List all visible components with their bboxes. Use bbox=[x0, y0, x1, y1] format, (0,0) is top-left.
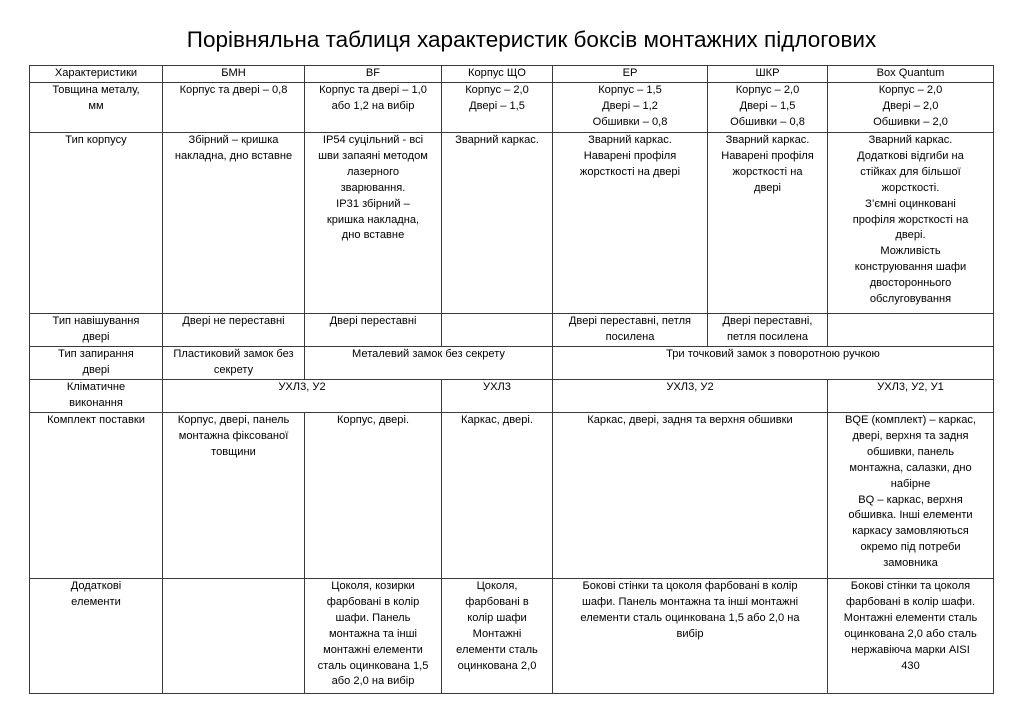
cell-text-line: лазерного bbox=[346, 165, 400, 178]
cell-text-line: стійках для більшої bbox=[860, 165, 961, 178]
cell-text-line: Комплект поставки bbox=[47, 414, 145, 426]
cell-text-line: Корпус та двері – 0,8 bbox=[179, 84, 288, 96]
cell-text-line: каркасу замовляються bbox=[852, 525, 969, 538]
cell-text-line: товщини bbox=[211, 445, 256, 458]
row-label bbox=[30, 314, 163, 347]
row-label bbox=[30, 347, 163, 380]
table-cell bbox=[442, 133, 553, 314]
cell-text-line: двері bbox=[82, 330, 110, 343]
table-row bbox=[30, 380, 994, 413]
cell-text-line: Двері переставні, петля bbox=[568, 315, 692, 327]
cell-text-line: двері bbox=[82, 363, 110, 376]
cell-text-line: жорсткості. bbox=[881, 181, 940, 194]
table-cell bbox=[305, 314, 442, 347]
table-cell bbox=[553, 314, 708, 347]
cell-text-line: Металевий замок без секрету bbox=[352, 348, 505, 360]
cell-text-line: дно вставне bbox=[341, 229, 405, 242]
table-cell bbox=[305, 133, 442, 314]
cell-text-line: монтажна та інші bbox=[328, 627, 417, 640]
cell-text-line: УХЛ3, У2, У1 bbox=[877, 381, 944, 393]
row-label bbox=[30, 133, 163, 314]
cell-text-line: Кліматичне bbox=[66, 381, 126, 393]
cell-text-line: Монтажні bbox=[472, 627, 522, 640]
cell-text-line: Двері переставні, bbox=[722, 315, 813, 327]
header-cell: ШКР bbox=[708, 66, 828, 83]
cell-text-line: монтажні елементи bbox=[323, 643, 423, 656]
table-cell bbox=[828, 380, 994, 413]
table-cell bbox=[163, 314, 305, 347]
cell-text-line: Каркас, двері. bbox=[461, 414, 533, 426]
cell-text-line: Тип навішування bbox=[52, 315, 140, 327]
cell-text-line: Цоколя, bbox=[476, 580, 518, 592]
table-cell bbox=[553, 413, 828, 579]
cell-text-line: шафи. Панель bbox=[335, 611, 411, 624]
table-row bbox=[30, 83, 994, 133]
cell-text-line: кришка накладна, bbox=[326, 213, 420, 226]
cell-text-line: елементи bbox=[71, 595, 121, 608]
table-cell bbox=[553, 380, 828, 413]
table-cell bbox=[553, 83, 708, 133]
cell-text-line: Додаткові відгиби на bbox=[857, 149, 964, 162]
cell-text-line: Двері – 1,5 bbox=[739, 99, 796, 112]
cell-text-line: двері. bbox=[895, 229, 926, 242]
table-cell bbox=[442, 314, 553, 347]
table-cell bbox=[828, 83, 994, 133]
header-cell: Корпус ЩО bbox=[442, 66, 553, 83]
cell-text-line: окремо під потреби bbox=[860, 541, 961, 554]
cell-text-line: Обшивки – 0,8 bbox=[730, 115, 805, 128]
table-cell bbox=[553, 347, 994, 380]
cell-text-line: секрету bbox=[213, 363, 254, 376]
table-cell bbox=[163, 413, 305, 579]
cell-text-line: петля посилена bbox=[726, 330, 809, 343]
cell-text-line: Корпус – 1,5 bbox=[598, 84, 662, 96]
cell-text-line: фарбовані в колір bbox=[326, 595, 420, 608]
cell-text-line: вибір bbox=[676, 627, 704, 640]
table-cell bbox=[305, 413, 442, 579]
cell-text-line: Зварний каркас. bbox=[868, 134, 953, 146]
row-label bbox=[30, 380, 163, 413]
table-cell bbox=[553, 133, 708, 314]
cell-text-line: Три точковий замок з поворотною ручкою bbox=[666, 348, 880, 360]
table-cell bbox=[163, 83, 305, 133]
cell-text-line: Каркас, двері, задня та верхня обшивки bbox=[587, 414, 793, 426]
cell-text-line: посилена bbox=[605, 330, 655, 343]
cell-text-line: Корпус, двері, панель bbox=[177, 414, 290, 426]
table-cell bbox=[163, 133, 305, 314]
row-label bbox=[30, 413, 163, 579]
page-title: Порівняльна таблиця характеристик боксів монтажних підлогових bbox=[186, 27, 877, 52]
cell-text-line: оцинкована 2,0 або сталь bbox=[844, 627, 977, 640]
cell-text-line: Зварний каркас. bbox=[455, 134, 539, 146]
cell-text-line: Корпус – 2,0 bbox=[735, 84, 800, 96]
table-cell bbox=[305, 579, 442, 694]
cell-text-line: обшивки, панель bbox=[866, 445, 955, 458]
cell-text-line: Можливість bbox=[880, 245, 941, 258]
cell-text-line: Тип запирання bbox=[58, 348, 134, 360]
cell-text-line: Двері переставні bbox=[329, 315, 417, 327]
cell-text-line: Корпус, двері. bbox=[336, 414, 410, 426]
cell-text-line: фарбовані в колір шафи. bbox=[845, 595, 976, 608]
table-cell bbox=[828, 133, 994, 314]
cell-text-line: Цоколя, козирки bbox=[331, 580, 415, 592]
header-cell: EP bbox=[553, 66, 708, 83]
cell-text-line: IP54 суцільний - всі bbox=[322, 134, 424, 146]
cell-text-line: шви запаяні методом bbox=[318, 149, 428, 162]
table-cell bbox=[828, 314, 994, 347]
table-cell bbox=[305, 83, 442, 133]
cell-text-line: жорсткості на двері bbox=[579, 165, 681, 178]
table-cell bbox=[442, 413, 553, 579]
cell-text-line: Двері – 1,2 bbox=[602, 99, 658, 112]
cell-text-line: елементи сталь bbox=[456, 643, 538, 656]
cell-text-line: Двері – 2,0 bbox=[882, 99, 939, 112]
table-cell bbox=[708, 83, 828, 133]
cell-text-line: Пластиковий замок без bbox=[173, 348, 294, 360]
table-cell bbox=[305, 347, 553, 380]
cell-text-line: фарбовані в bbox=[465, 595, 529, 608]
cell-text-line: УХЛ3, У2 bbox=[278, 381, 326, 393]
cell-text-line: профіля жорсткості на bbox=[852, 213, 969, 226]
cell-text-line: Двері не переставні bbox=[182, 315, 285, 327]
cell-text-line: зварювання. bbox=[340, 181, 406, 194]
cell-text-line: колір шафи bbox=[467, 611, 527, 624]
cell-text-line: 430 bbox=[901, 659, 920, 672]
cell-text-line: Монтажні елементи сталь bbox=[843, 611, 978, 624]
table-cell bbox=[442, 83, 553, 133]
cell-text-line: двостороннього bbox=[869, 277, 952, 290]
cell-text-line: Наварені профіля bbox=[583, 149, 677, 162]
comparison-table bbox=[29, 65, 994, 694]
cell-text-line: Додаткові bbox=[70, 580, 122, 592]
table-cell bbox=[708, 314, 828, 347]
cell-text-line: елементи сталь оцинкована 1,5 або 2,0 на bbox=[580, 611, 800, 624]
table-cell bbox=[828, 579, 994, 694]
cell-text-line: Корпус – 2,0 bbox=[878, 84, 943, 96]
header-cell: BF bbox=[305, 66, 442, 83]
cell-text-line: або 2,0 на вибір bbox=[331, 675, 415, 688]
cell-text-line: Бокові стінки та цоколя bbox=[850, 580, 971, 592]
header-cell: Характеристики bbox=[30, 66, 163, 83]
row-label bbox=[30, 83, 163, 133]
cell-text-line: Зварний каркас. bbox=[725, 134, 810, 146]
table-row bbox=[30, 314, 994, 347]
cell-text-line: замовника bbox=[883, 557, 938, 570]
cell-text-line: накладна, дно вставне bbox=[174, 149, 293, 162]
cell-text-line: нержавіюча марки AISI bbox=[851, 643, 970, 656]
cell-text-line: обшивка. Інші елементи bbox=[848, 509, 973, 522]
cell-text-line: Зварний каркас. bbox=[588, 134, 672, 146]
cell-text-line: IP31 збірний – bbox=[336, 197, 410, 210]
cell-text-line: УХЛ3 bbox=[483, 381, 511, 393]
cell-text-line: двері bbox=[753, 181, 782, 194]
header-row bbox=[30, 66, 994, 83]
cell-text-line: жорсткості на bbox=[732, 165, 803, 178]
table-cell bbox=[163, 579, 305, 694]
cell-text-line: Двері – 1,5 bbox=[469, 99, 525, 112]
table-row bbox=[30, 579, 994, 694]
header-cell: БМН bbox=[163, 66, 305, 83]
table-cell bbox=[553, 579, 828, 694]
cell-text-line: З’ємні оцинковані bbox=[865, 197, 956, 210]
cell-text-line: BQ – каркас, верхня bbox=[858, 493, 963, 506]
cell-text-line: набірне bbox=[890, 477, 931, 490]
cell-text-line: Бокові стінки та цоколя фарбовані в колір bbox=[582, 580, 798, 592]
cell-text-line: або 1,2 на вибір bbox=[331, 99, 415, 112]
table-cell bbox=[163, 347, 305, 380]
table-row bbox=[30, 133, 994, 314]
cell-text-line: сталь оцинкована 1,5 bbox=[317, 659, 429, 672]
table-cell bbox=[163, 380, 442, 413]
cell-text-line: Обшивки – 2,0 bbox=[873, 115, 948, 128]
cell-text-line: Корпус – 2,0 bbox=[465, 84, 529, 96]
table-cell bbox=[442, 579, 553, 694]
row-label bbox=[30, 579, 163, 694]
cell-text-line: Наварені профіля bbox=[721, 149, 814, 162]
table-cell bbox=[708, 133, 828, 314]
cell-text-line: двері, верхня та задня bbox=[852, 429, 969, 442]
cell-text-line: шафи. Панель монтажна та інші монтажні bbox=[581, 595, 799, 608]
cell-text-line: Товщина металу, bbox=[52, 84, 140, 96]
cell-text-line: обслуговування bbox=[869, 293, 952, 306]
table-row bbox=[30, 413, 994, 579]
cell-text-line: Корпус та двері – 1,0 bbox=[319, 84, 427, 96]
cell-text-line: конструювання шафи bbox=[854, 261, 967, 274]
table-cell bbox=[828, 413, 994, 579]
cell-text-line: монтажна фіксованої bbox=[178, 429, 289, 442]
cell-text-line: Обшивки – 0,8 bbox=[592, 115, 668, 128]
table-row bbox=[30, 347, 994, 380]
cell-text-line: монтажна, салазки, дно bbox=[849, 461, 972, 474]
cell-text-line: Тип корпусу bbox=[65, 134, 127, 146]
cell-text-line: Збірний – кришка bbox=[188, 134, 279, 146]
header-cell: Box Quantum bbox=[828, 66, 994, 83]
cell-text-line: УХЛ3, У2 bbox=[666, 381, 714, 393]
cell-text-line: оцинкована 2,0 bbox=[457, 659, 537, 672]
cell-text-line: BQE (комплект) – каркас, bbox=[844, 414, 977, 426]
table-cell bbox=[442, 380, 553, 413]
cell-text-line: виконання bbox=[69, 396, 123, 409]
cell-text-line: мм bbox=[88, 99, 104, 112]
